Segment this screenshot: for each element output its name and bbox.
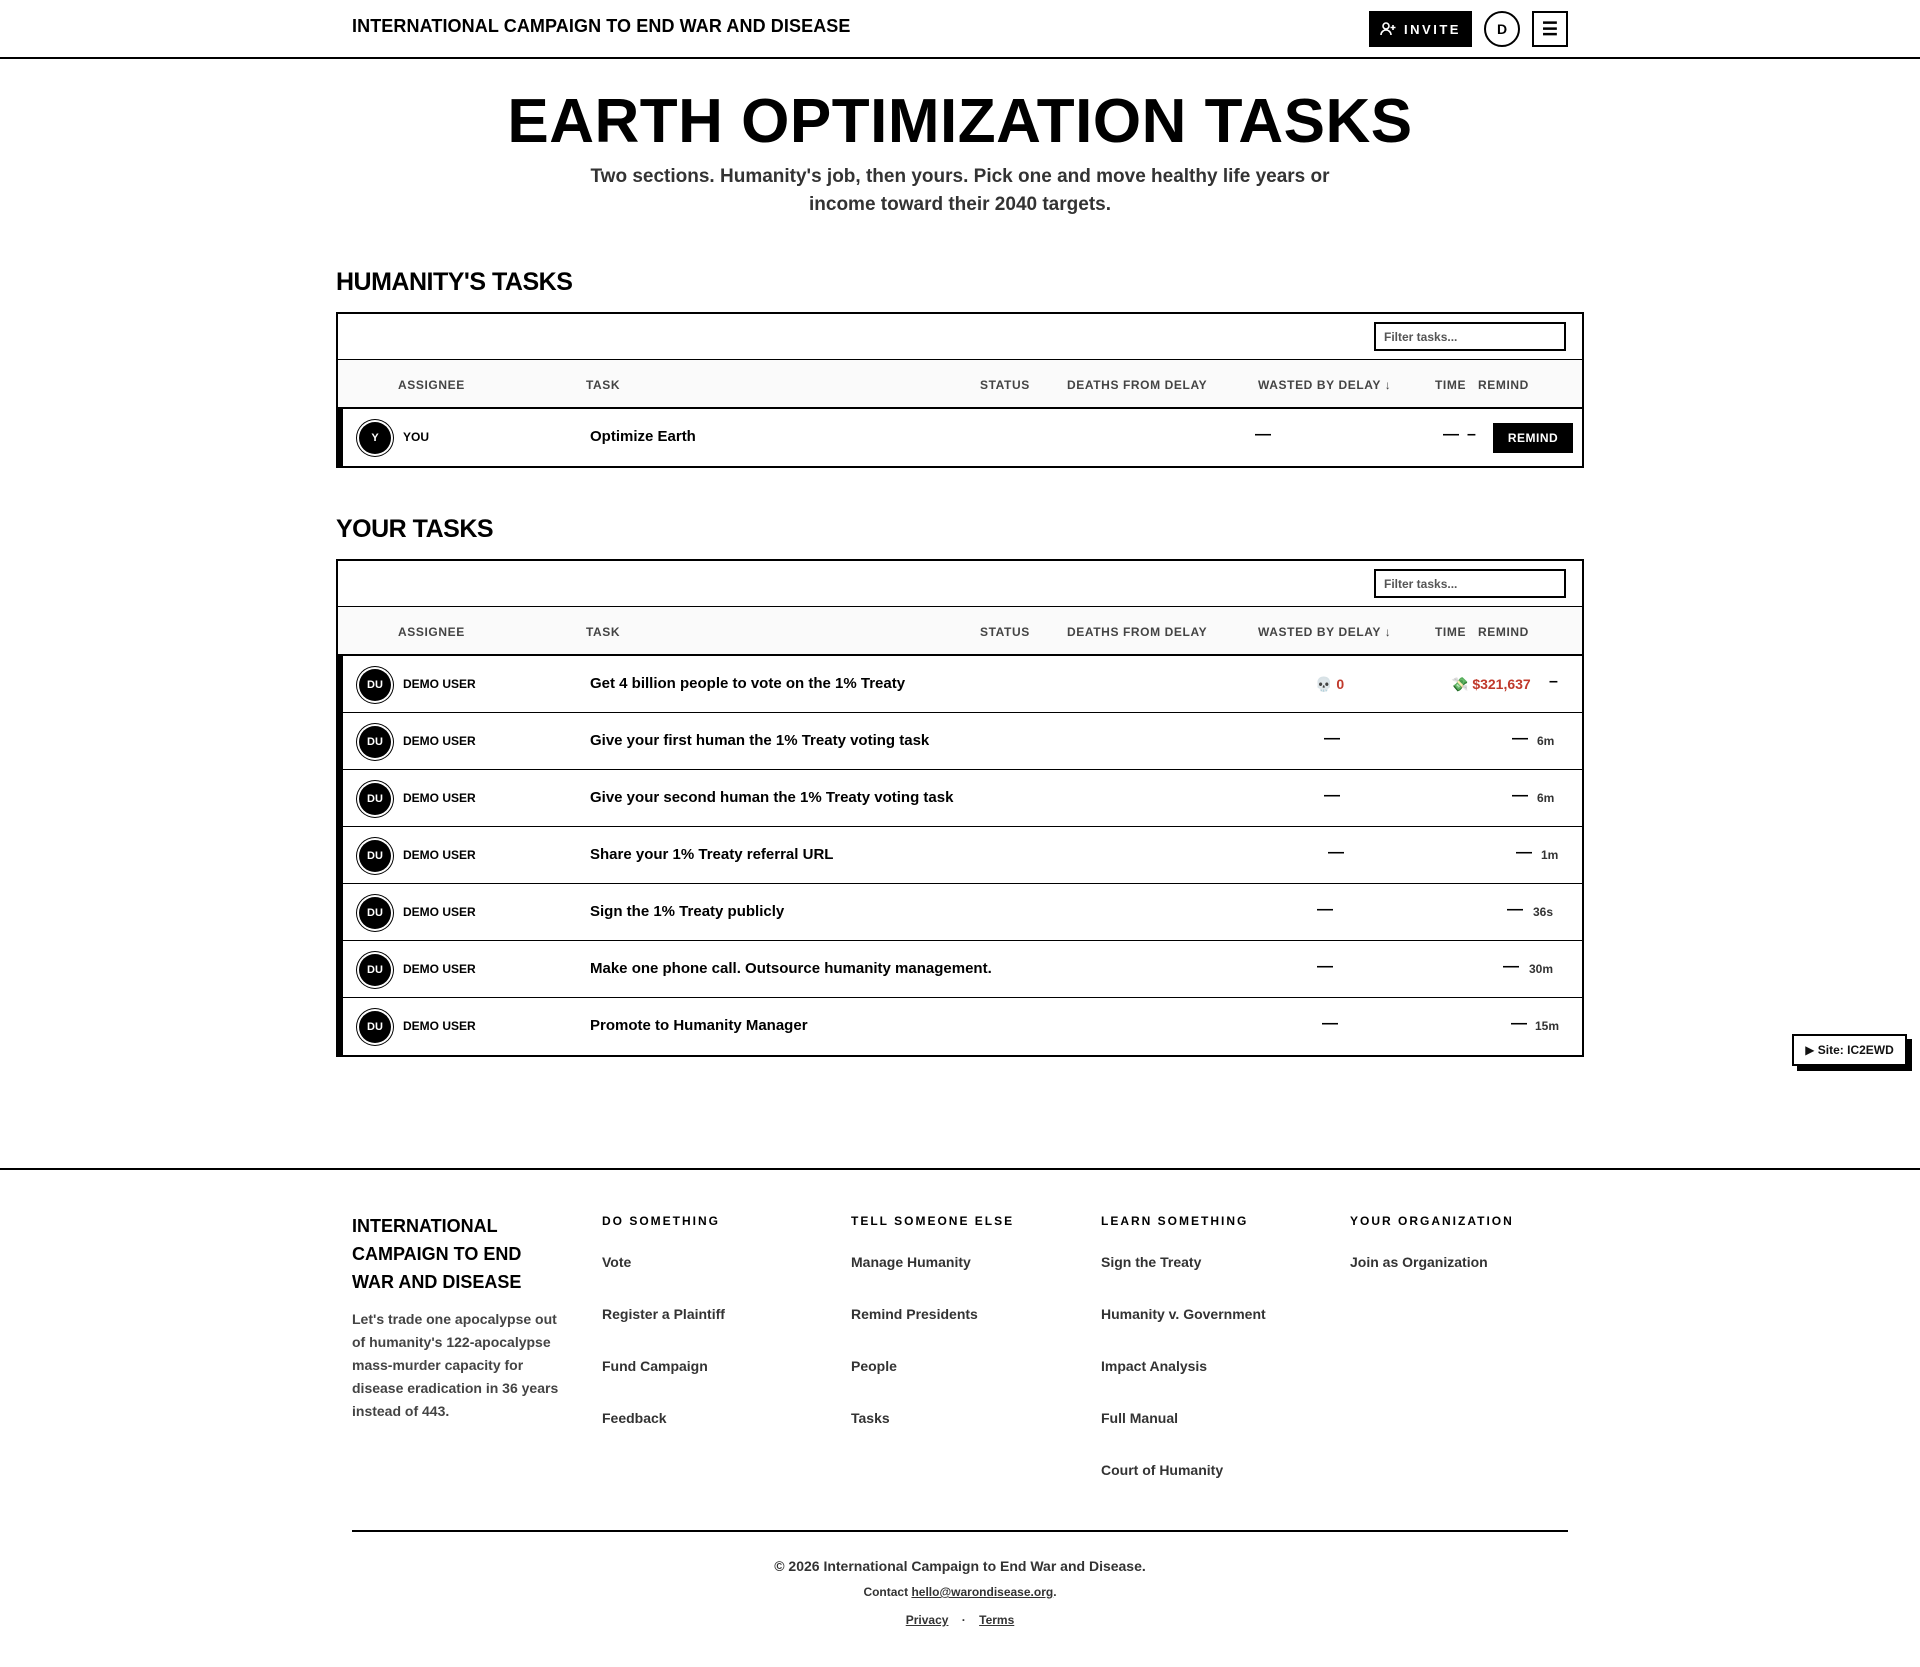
contact-prefix: Contact bbox=[863, 1585, 909, 1599]
col-wasted-by-delay[interactable]: WASTED BY DELAY ↓ bbox=[1258, 625, 1392, 639]
table-row[interactable] bbox=[338, 884, 1582, 941]
footer-col-title: DO SOMETHING bbox=[602, 1214, 721, 1228]
avatar: DU bbox=[359, 1011, 391, 1043]
col-task[interactable]: TASK bbox=[586, 625, 621, 639]
task-title[interactable]: Optimize Earth bbox=[590, 428, 696, 445]
deaths-value: — bbox=[1324, 730, 1340, 747]
time-value: 36s bbox=[1533, 905, 1554, 919]
col-wasted-by-delay[interactable]: WASTED BY DELAY ↓ bbox=[1258, 378, 1392, 392]
avatar: DU bbox=[359, 726, 391, 758]
humanity-tasks-heading: HUMANITY'S TASKS bbox=[336, 268, 573, 296]
assignee-name: DEMO USER bbox=[403, 677, 476, 691]
assignee-name: YOU bbox=[403, 430, 430, 444]
deaths-value: — bbox=[1328, 844, 1344, 861]
col-time[interactable]: TIME bbox=[1435, 625, 1467, 639]
time-value: – bbox=[1549, 673, 1558, 690]
invite-button[interactable] bbox=[1369, 11, 1472, 47]
table-header bbox=[338, 607, 1582, 656]
site-brand[interactable]: INTERNATIONAL CAMPAIGN TO END WAR AND DISEASE bbox=[352, 16, 851, 36]
footer-link-people[interactable]: People bbox=[851, 1358, 897, 1374]
invite-label: INVITE bbox=[1404, 21, 1461, 37]
wasted-value: 💸 $321,637 bbox=[1451, 676, 1531, 692]
table-row[interactable] bbox=[338, 656, 1582, 713]
terms-link[interactable]: Terms bbox=[979, 1613, 1015, 1627]
task-title[interactable]: Get 4 billion people to vote on the 1% Treaty bbox=[590, 675, 906, 692]
col-status[interactable]: STATUS bbox=[980, 378, 1030, 392]
footer-link-remind-presidents[interactable]: Remind Presidents bbox=[851, 1306, 978, 1322]
footer-link-feedback[interactable]: Feedback bbox=[602, 1410, 667, 1426]
table-row[interactable] bbox=[338, 713, 1582, 770]
footer-col-title: TELL SOMEONE ELSE bbox=[851, 1214, 1015, 1228]
deaths-value: 💀 0 bbox=[1315, 676, 1345, 692]
footer-col-title: YOUR ORGANIZATION bbox=[1350, 1214, 1514, 1228]
footer-divider bbox=[352, 1530, 1568, 1532]
time-value: 6m bbox=[1537, 734, 1555, 748]
contact-email-link[interactable]: hello@warondisease.org bbox=[911, 1585, 1054, 1599]
footer-col-learn-something bbox=[1101, 1214, 1266, 1514]
col-deaths-from-delay[interactable]: DEATHS FROM DELAY bbox=[1067, 625, 1208, 639]
table-row[interactable] bbox=[338, 770, 1582, 827]
your-tasks-heading: YOUR TASKS bbox=[336, 515, 494, 543]
time-value: 1m bbox=[1541, 848, 1559, 862]
time-value: 6m bbox=[1537, 791, 1555, 805]
avatar: Y bbox=[359, 422, 391, 454]
deaths-value: — bbox=[1317, 958, 1333, 975]
wasted-value: — bbox=[1512, 730, 1528, 747]
wasted-value: — bbox=[1511, 1015, 1527, 1032]
col-time[interactable]: TIME bbox=[1435, 378, 1467, 392]
remind-button[interactable]: REMIND bbox=[1493, 423, 1573, 453]
time-value: 15m bbox=[1535, 1019, 1560, 1033]
menu-icon[interactable]: ☰ bbox=[1532, 11, 1568, 47]
assignee-name: DEMO USER bbox=[403, 791, 476, 805]
footer-link-fund-campaign[interactable]: Fund Campaign bbox=[602, 1358, 708, 1374]
filter-bar bbox=[338, 561, 1582, 607]
col-assignee[interactable]: ASSIGNEE bbox=[398, 625, 465, 639]
footer-link-sign-treaty[interactable]: Sign the Treaty bbox=[1101, 1254, 1202, 1270]
avatar: DU bbox=[359, 897, 391, 929]
col-assignee[interactable]: ASSIGNEE bbox=[398, 378, 465, 392]
deaths-value: — bbox=[1317, 901, 1333, 918]
deaths-value: — bbox=[1322, 1015, 1338, 1032]
table-row[interactable] bbox=[338, 409, 1582, 466]
footer-link-join-organization[interactable]: Join as Organization bbox=[1350, 1254, 1488, 1270]
footer-link-register-plaintiff[interactable]: Register a Plaintiff bbox=[602, 1306, 725, 1322]
time-value: – bbox=[1467, 426, 1476, 443]
assignee-name: DEMO USER bbox=[403, 734, 476, 748]
task-title[interactable]: Sign the 1% Treaty publicly bbox=[590, 903, 785, 920]
col-deaths-from-delay[interactable]: DEATHS FROM DELAY bbox=[1067, 378, 1208, 392]
col-status[interactable]: STATUS bbox=[980, 625, 1030, 639]
task-title[interactable]: Give your second human the 1% Treaty voting task bbox=[590, 789, 954, 806]
add-user-icon bbox=[1380, 21, 1396, 37]
assignee-name: DEMO USER bbox=[403, 905, 476, 919]
table-header bbox=[338, 360, 1582, 409]
footer bbox=[0, 1168, 1920, 1667]
your-tasks-filter-input[interactable] bbox=[1374, 569, 1566, 598]
contact-line: Contact hello@warondisease.org. bbox=[863, 1585, 1057, 1599]
col-remind[interactable]: REMIND bbox=[1478, 378, 1529, 392]
footer-col-do-something bbox=[602, 1214, 725, 1462]
legal-separator: · bbox=[961, 1613, 966, 1627]
your-tasks-table bbox=[336, 559, 1584, 1057]
col-remind[interactable]: REMIND bbox=[1478, 625, 1529, 639]
footer-description: Let's trade one apocalypse out of humanity's 122-apocalypse mass-murder capacity for disease eradication in 36 years instead of 443. bbox=[352, 1311, 559, 1419]
footer-link-court-of-humanity[interactable]: Court of Humanity bbox=[1101, 1462, 1224, 1478]
avatar: DU bbox=[359, 840, 391, 872]
assignee-name: DEMO USER bbox=[403, 848, 476, 862]
footer-col-title: LEARN SOMETHING bbox=[1101, 1214, 1249, 1228]
avatar: DU bbox=[359, 954, 391, 986]
footer-link-humanity-v-government[interactable]: Humanity v. Government bbox=[1101, 1306, 1266, 1322]
assignee-name: DEMO USER bbox=[403, 962, 476, 976]
wasted-value: — bbox=[1503, 958, 1519, 975]
wasted-value: — bbox=[1443, 426, 1459, 443]
user-avatar-button[interactable]: D bbox=[1484, 11, 1520, 47]
col-task[interactable]: TASK bbox=[586, 378, 621, 392]
filter-bar bbox=[338, 314, 1582, 360]
footer-col-tell-someone bbox=[851, 1214, 1014, 1462]
table-row[interactable] bbox=[338, 941, 1582, 998]
page-title: EARTH OPTIMIZATION TASKS bbox=[507, 87, 1413, 156]
task-title[interactable]: Promote to Humanity Manager bbox=[590, 1017, 808, 1034]
legal-links bbox=[0, 1613, 1920, 1627]
wasted-value: — bbox=[1512, 787, 1528, 804]
footer-col-your-organization bbox=[1350, 1214, 1514, 1306]
task-title[interactable]: Give your first human the 1% Treaty voting task bbox=[590, 732, 930, 749]
humanity-tasks-table bbox=[336, 312, 1584, 468]
copyright: © 2026 International Campaign to End War and Disease. bbox=[774, 1558, 1146, 1574]
footer-link-full-manual[interactable]: Full Manual bbox=[1101, 1410, 1178, 1426]
table-row[interactable] bbox=[338, 827, 1582, 884]
humanity-filter-input[interactable] bbox=[1374, 322, 1566, 351]
task-title[interactable]: Make one phone call. Outsource humanity management. bbox=[590, 960, 992, 977]
top-nav-bar bbox=[0, 0, 1920, 59]
footer-link-tasks[interactable]: Tasks bbox=[851, 1410, 890, 1426]
avatar: DU bbox=[359, 669, 391, 701]
task-title[interactable]: Share your 1% Treaty referral URL bbox=[590, 846, 834, 863]
footer-link-manage-humanity[interactable]: Manage Humanity bbox=[851, 1254, 971, 1270]
avatar: DU bbox=[359, 783, 391, 815]
footer-brand: INTERNATIONAL CAMPAIGN TO END WAR AND DISEASE bbox=[352, 1216, 522, 1292]
page-subtitle: Two sections. Humanity's job, then yours. Pick one and move healthy life years or income toward their 2040 targets. bbox=[590, 166, 1330, 215]
time-value: 30m bbox=[1529, 962, 1554, 976]
site-badge[interactable]: ▶ Site: IC2EWD bbox=[1792, 1034, 1907, 1066]
footer-link-impact-analysis[interactable]: Impact Analysis bbox=[1101, 1358, 1208, 1374]
deaths-value: — bbox=[1255, 426, 1271, 443]
privacy-link[interactable]: Privacy bbox=[905, 1613, 949, 1627]
wasted-value: — bbox=[1507, 901, 1523, 918]
wasted-value: — bbox=[1516, 844, 1532, 861]
footer-link-vote[interactable]: Vote bbox=[602, 1254, 632, 1270]
assignee-name: DEMO USER bbox=[403, 1019, 476, 1033]
table-row[interactable] bbox=[338, 998, 1582, 1055]
deaths-value: — bbox=[1324, 787, 1340, 804]
